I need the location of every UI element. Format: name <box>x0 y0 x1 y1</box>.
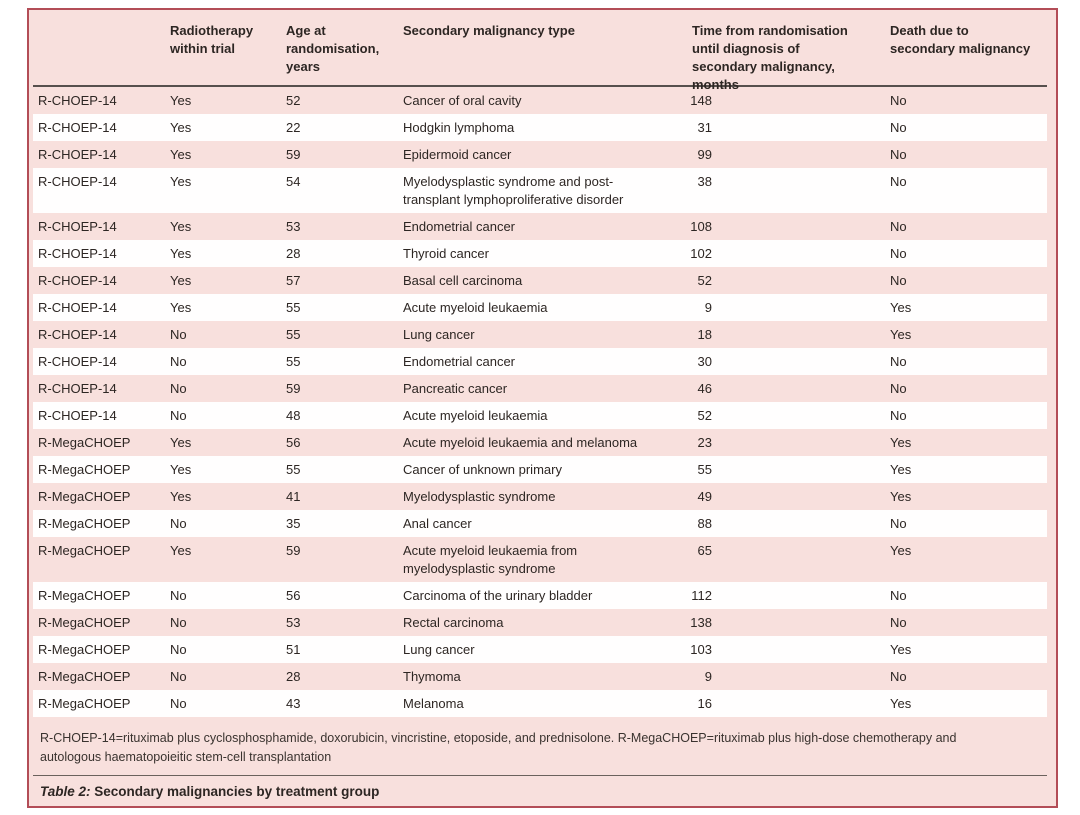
table-row <box>33 537 1047 582</box>
cell-death: No <box>890 668 907 684</box>
cell-trial: R-CHOEP-14 <box>38 119 117 135</box>
cell-malignancy-type: Thyroid cancer <box>403 245 489 261</box>
cell-months: 108 <box>690 218 712 234</box>
cell-radiotherapy: No <box>170 515 187 531</box>
cell-trial: R-CHOEP-14 <box>38 92 117 108</box>
cell-months: 31 <box>697 119 712 135</box>
cell-malignancy-type: Melanoma <box>403 695 464 711</box>
cell-months: 138 <box>690 614 712 630</box>
cell-radiotherapy: No <box>170 407 187 423</box>
cell-death: No <box>890 407 907 423</box>
cell-age: 56 <box>286 587 301 603</box>
cell-age: 59 <box>286 542 301 558</box>
cell-radiotherapy: Yes <box>170 461 192 477</box>
cell-months: 103 <box>690 641 712 657</box>
table-header-row <box>33 10 1047 92</box>
cell-trial: R-MegaCHOEP <box>38 434 131 450</box>
caption-label: Table 2: <box>40 784 91 799</box>
cell-death: Yes <box>890 641 912 657</box>
cell-months: 52 <box>697 407 712 423</box>
cell-malignancy-type: Endometrial cancer <box>403 353 515 369</box>
cell-months: 49 <box>697 488 712 504</box>
cell-trial: R-MegaCHOEP <box>38 668 131 684</box>
cell-age: 55 <box>286 461 301 477</box>
cell-age: 35 <box>286 515 301 531</box>
cell-months: 65 <box>697 542 712 558</box>
cell-trial: R-CHOEP-14 <box>38 272 117 288</box>
cell-radiotherapy: Yes <box>170 434 192 450</box>
cell-age: 28 <box>286 668 301 684</box>
cell-death: No <box>890 218 907 234</box>
cell-death: No <box>890 245 907 261</box>
cell-malignancy-type: Basal cell carcinoma <box>403 272 523 288</box>
table-caption <box>33 784 1047 799</box>
cell-trial: R-CHOEP-14 <box>38 380 117 396</box>
cell-malignancy-type: Carcinoma of the urinary bladder <box>403 587 593 603</box>
footnote-text: R-CHOEP-14=rituximab plus cyclosphosphamide, doxorubicin, vincristine, etoposide, and prednisolone. R-MegaCHOEP=rituximab plus high-dose chemotherapy and autologous haematopoieitic stem-cell transplantation <box>40 731 957 764</box>
cell-death: Yes <box>890 299 912 315</box>
cell-radiotherapy: No <box>170 668 187 684</box>
cell-malignancy-type: Lung cancer <box>403 326 475 342</box>
cell-death: No <box>890 353 907 369</box>
cell-trial: R-CHOEP-14 <box>38 407 117 423</box>
cell-malignancy-type: Myelodysplastic syndrome and post-transplant lymphoproliferative disorder <box>403 173 624 207</box>
cell-age: 41 <box>286 488 301 504</box>
footnote-divider <box>33 775 1047 776</box>
cell-trial: R-MegaCHOEP <box>38 641 131 657</box>
cell-death: No <box>890 272 907 288</box>
cell-age: 53 <box>286 218 301 234</box>
column-header-radiotherapy: Radiotherapy within trial <box>170 23 254 56</box>
cell-malignancy-type: Epidermoid cancer <box>403 146 512 162</box>
column-header-death: Death due to secondary malignancy <box>890 23 1031 56</box>
cell-age: 53 <box>286 614 301 630</box>
cell-radiotherapy: No <box>170 380 187 396</box>
cell-malignancy-type: Acute myeloid leukaemia <box>403 407 548 423</box>
cell-radiotherapy: No <box>170 353 187 369</box>
cell-malignancy-type: Cancer of oral cavity <box>403 92 522 108</box>
cell-death: Yes <box>890 434 912 450</box>
table-row <box>33 582 1047 609</box>
cell-trial: R-CHOEP-14 <box>38 173 117 189</box>
cell-malignancy-type: Pancreatic cancer <box>403 380 508 396</box>
cell-months: 99 <box>697 146 712 162</box>
cell-malignancy-type: Thymoma <box>403 668 461 684</box>
cell-age: 56 <box>286 434 301 450</box>
cell-death: Yes <box>890 695 912 711</box>
cell-death: Yes <box>890 461 912 477</box>
cell-age: 43 <box>286 695 301 711</box>
cell-radiotherapy: Yes <box>170 245 192 261</box>
cell-age: 22 <box>286 119 301 135</box>
cell-malignancy-type: Anal cancer <box>403 515 472 531</box>
table-row <box>33 294 1047 321</box>
cell-trial: R-CHOEP-14 <box>38 218 117 234</box>
cell-months: 46 <box>697 380 712 396</box>
cell-trial: R-CHOEP-14 <box>38 146 117 162</box>
cell-malignancy-type: Acute myeloid leukaemia from myelodysplastic syndrome <box>403 542 578 576</box>
cell-age: 59 <box>286 380 301 396</box>
table-row <box>33 690 1047 717</box>
cell-trial: R-MegaCHOEP <box>38 587 131 603</box>
table-row <box>33 636 1047 663</box>
table-row <box>33 429 1047 456</box>
cell-months: 23 <box>697 434 712 450</box>
column-header-malignancy-type: Secondary malignancy type <box>403 23 575 38</box>
cell-malignancy-type: Myelodysplastic syndrome <box>403 488 556 504</box>
cell-trial: R-CHOEP-14 <box>38 353 117 369</box>
table-row <box>33 348 1047 375</box>
cell-malignancy-type: Cancer of unknown primary <box>403 461 562 477</box>
cell-radiotherapy: Yes <box>170 488 192 504</box>
cell-radiotherapy: Yes <box>170 299 192 315</box>
cell-death: No <box>890 119 907 135</box>
table-row <box>33 375 1047 402</box>
cell-death: No <box>890 146 907 162</box>
cell-death: No <box>890 614 907 630</box>
table-frame <box>27 8 1058 808</box>
cell-death: Yes <box>890 326 912 342</box>
column-header-time: Time from randomisation until diagnosis of secondary malignancy, months <box>692 23 848 92</box>
cell-radiotherapy: Yes <box>170 542 192 558</box>
cell-malignancy-type: Endometrial cancer <box>403 218 515 234</box>
cell-radiotherapy: Yes <box>170 119 192 135</box>
cell-radiotherapy: Yes <box>170 272 192 288</box>
cell-age: 55 <box>286 299 301 315</box>
cell-months: 88 <box>697 515 712 531</box>
cell-months: 102 <box>690 245 712 261</box>
cell-months: 148 <box>690 92 712 108</box>
table-row <box>33 114 1047 141</box>
cell-age: 55 <box>286 326 301 342</box>
cell-death: No <box>890 173 907 189</box>
cell-death: Yes <box>890 488 912 504</box>
table-row <box>33 483 1047 510</box>
cell-death: Yes <box>890 542 912 558</box>
cell-radiotherapy: No <box>170 641 187 657</box>
cell-radiotherapy: No <box>170 587 187 603</box>
cell-trial: R-MegaCHOEP <box>38 515 131 531</box>
cell-malignancy-type: Rectal carcinoma <box>403 614 504 630</box>
table-row <box>33 609 1047 636</box>
cell-trial: R-MegaCHOEP <box>38 614 131 630</box>
cell-age: 48 <box>286 407 301 423</box>
table-row <box>33 168 1047 213</box>
cell-age: 59 <box>286 146 301 162</box>
cell-death: No <box>890 587 907 603</box>
cell-radiotherapy: Yes <box>170 146 192 162</box>
table-row <box>33 510 1047 537</box>
cell-malignancy-type: Lung cancer <box>403 641 475 657</box>
cell-months: 30 <box>697 353 712 369</box>
table-row <box>33 141 1047 168</box>
cell-radiotherapy: Yes <box>170 92 192 108</box>
cell-months: 52 <box>697 272 712 288</box>
cell-radiotherapy: No <box>170 695 187 711</box>
table-row <box>33 87 1047 114</box>
table-row <box>33 456 1047 483</box>
cell-months: 9 <box>704 299 712 315</box>
cell-radiotherapy: No <box>170 614 187 630</box>
cell-age: 55 <box>286 353 301 369</box>
cell-months: 55 <box>697 461 712 477</box>
cell-radiotherapy: Yes <box>170 218 192 234</box>
cell-age: 52 <box>286 92 301 108</box>
cell-radiotherapy: Yes <box>170 173 192 189</box>
cell-months: 9 <box>704 668 712 684</box>
cell-malignancy-type: Acute myeloid leukaemia <box>403 299 548 315</box>
cell-death: No <box>890 515 907 531</box>
cell-death: No <box>890 380 907 396</box>
column-header-age: Age at randomisation, years <box>286 23 380 74</box>
cell-trial: R-MegaCHOEP <box>38 461 131 477</box>
cell-age: 57 <box>286 272 301 288</box>
caption-text: Secondary malignancies by treatment group <box>90 784 380 799</box>
cell-months: 16 <box>697 695 712 711</box>
cell-age: 51 <box>286 641 301 657</box>
table-row <box>33 321 1047 348</box>
table-row <box>33 402 1047 429</box>
table-footnote <box>33 717 1047 767</box>
cell-trial: R-CHOEP-14 <box>38 326 117 342</box>
cell-malignancy-type: Acute myeloid leukaemia and melanoma <box>403 434 638 450</box>
cell-months: 112 <box>691 587 712 603</box>
cell-radiotherapy: No <box>170 326 187 342</box>
table-row <box>33 663 1047 690</box>
cell-months: 18 <box>697 326 712 342</box>
table-body <box>33 87 1047 717</box>
cell-age: 54 <box>286 173 301 189</box>
cell-months: 38 <box>697 173 712 189</box>
cell-trial: R-MegaCHOEP <box>38 542 131 558</box>
cell-trial: R-CHOEP-14 <box>38 245 117 261</box>
table-row <box>33 267 1047 294</box>
cell-age: 28 <box>286 245 301 261</box>
cell-trial: R-CHOEP-14 <box>38 299 117 315</box>
cell-death: No <box>890 92 907 108</box>
table-row <box>33 240 1047 267</box>
cell-trial: R-MegaCHOEP <box>38 488 131 504</box>
cell-trial: R-MegaCHOEP <box>38 695 131 711</box>
cell-malignancy-type: Hodgkin lymphoma <box>403 119 515 135</box>
table-row <box>33 213 1047 240</box>
